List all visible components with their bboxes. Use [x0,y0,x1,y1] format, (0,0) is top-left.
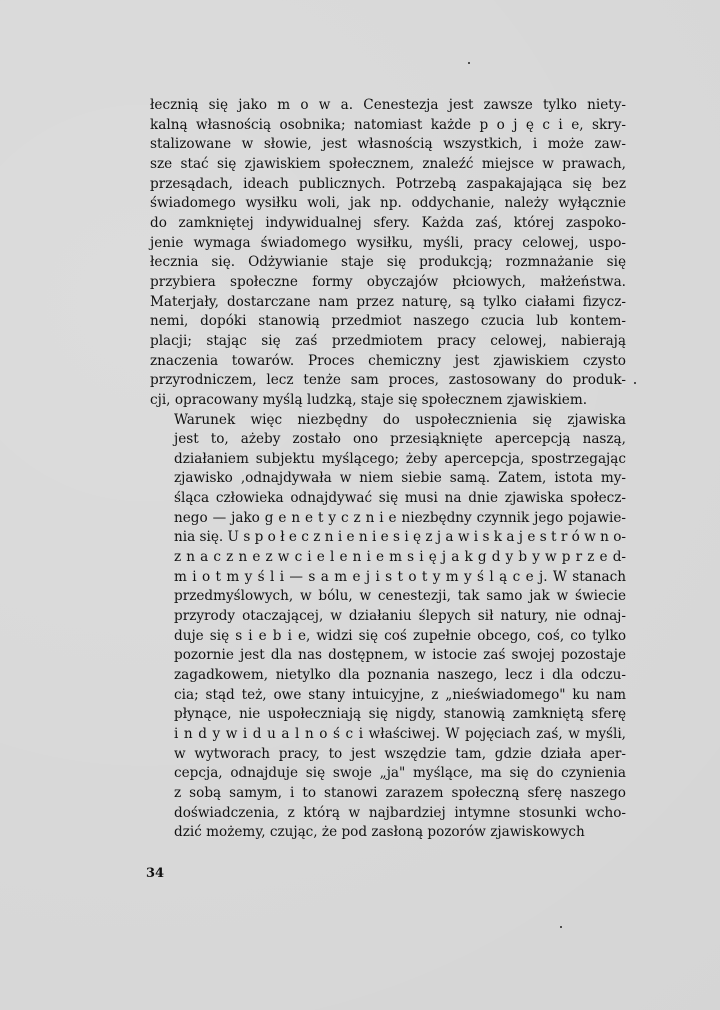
paper-speck [468,62,470,64]
text-line: łecznią się jako m o w a. Cenestezja jest zawsze tylko niety- [150,97,626,113]
text-line: dzić możemy, czując, że pod zasłoną pozorów zjawiskowych [174,824,585,841]
page-number: 34 [146,866,165,881]
text-line: zjawisko ,odnajdywała w niem siebie samą. Zatem, istota my- [174,470,626,487]
text-line: doświadczenia, z którą w najbardziej intymne stosunki wcho- [174,804,626,821]
text-line: przyrody otaczającej, w działaniu ślepych sił natury, nie odnaj- [174,608,626,625]
text-line: z n a c z n e z w c i e l e n i e m s i ę j a k g d y b y w p r z e d- [174,549,626,566]
text-line: w wytworach pracy, to jest wszędzie tam, gdzie działa aper- [174,745,626,762]
text-line: cepcja, odnajduje się swoje „ja" myślące, ma się do czynienia [174,765,626,782]
text-line: Warunek więc niezbędny do uspołecznienia się zjawiska [174,411,626,428]
text-line: sze stać się zjawiskiem społecznem, znaleźć miejsce w prawach, [150,155,626,172]
paper-speck [560,926,562,928]
text-line: z sobą samym, i to stanowi zarazem społeczną sferę naszego [174,784,626,801]
text-line: placji; stając się zaś przedmiotem pracy celowej, nabierają [150,332,626,349]
text-line: przybiera społeczne formy obyczajów płciowych, małżeństwa. [150,273,626,290]
text-line: przesądach, ideach publicznych. Potrzebą zaspakajająca się bez [150,175,626,192]
text-line: Materjały, dostarczane nam przez naturę, są tylko ciałami fizycz- [150,293,626,310]
text-line: i n d y w i d u a l n o ś c i właściwej. W pojęciach zaś, w myśli, [174,726,626,742]
text-line: cia; stąd też, owe stany intuicyjne, z „nieświadomego" ku nam [174,686,626,703]
text-line: zagadkowem, nietylko dla poznania naszego, lecz i dla odczu- [174,667,626,684]
text-line: pozornie jest dla nas dostępnem, w istocie zaś swojej pozostaje [174,647,626,664]
text-line: jenie wymaga świadomego wysiłku, myśli, pracy celowej, uspo- [150,234,626,251]
text-line: płynące, nie uspołeczniają się nigdy, stanowią zamkniętą sferę [174,706,626,723]
text-line: cji, opracowany myślą ludzką, staje się społecznem zjawiskiem. [150,391,588,408]
text-line: do zamkniętej indywidualnej sfery. Każda zaś, której zaspoko- [150,214,626,231]
text-line: m i o t m y ś l i — s a m e j i s t o t y m y ś l ą c e j. W stanach [174,568,626,585]
text-line: jest to, ażeby zostało ono przesiąknięte apercepcją naszą, [174,431,626,448]
paragraph [150,411,626,843]
text-line: nego — jako g e n e t y c z n i e niezbędny czynnik jego pojawie- [174,509,626,526]
text-line: znaczenia towarów. Proces chemiczny jest zjawiskiem czysto [150,352,626,369]
text-line: nia się. U s p o ł e c z n i e n i e s i ę z j a w i s k a j e s t r ó w n o- [174,529,626,546]
text-line: duje się s i e b i e, widzi się coś zupełnie obcego, coś, co tylko [174,627,626,644]
text-line: świadomego wysiłku woli, jak np. oddychanie, należy wyłącznie [150,195,626,212]
paragraph [150,96,626,411]
body-text [150,96,626,843]
text-line: łecznia się. Odżywianie staje się produkcją; rozmnażanie się [150,254,626,271]
text-line: kalną własnością osobnika; natomiast każde p o j ę c i e, skry- [150,116,626,133]
text-line: działaniem subjektu myślącego; żeby apercepcja, spostrzegając [174,450,626,467]
text-line: przyrodniczem, lecz tenże sam proces, zastosowany do produk- [150,372,626,389]
paper-speck [634,382,636,384]
text-line: przedmyślowych, w bólu, w cenestezji, tak samo jak w świecie [174,588,626,605]
text-line: śląca człowieka odnajdywać się musi na dnie zjawiska społecz- [174,490,626,507]
text-line: stalizowane w słowie, jest własnością wszystkich, i może zaw- [150,136,626,153]
text-line: nemi, dopóki stanowią przedmiot naszego czucia lub kontem- [150,313,626,330]
